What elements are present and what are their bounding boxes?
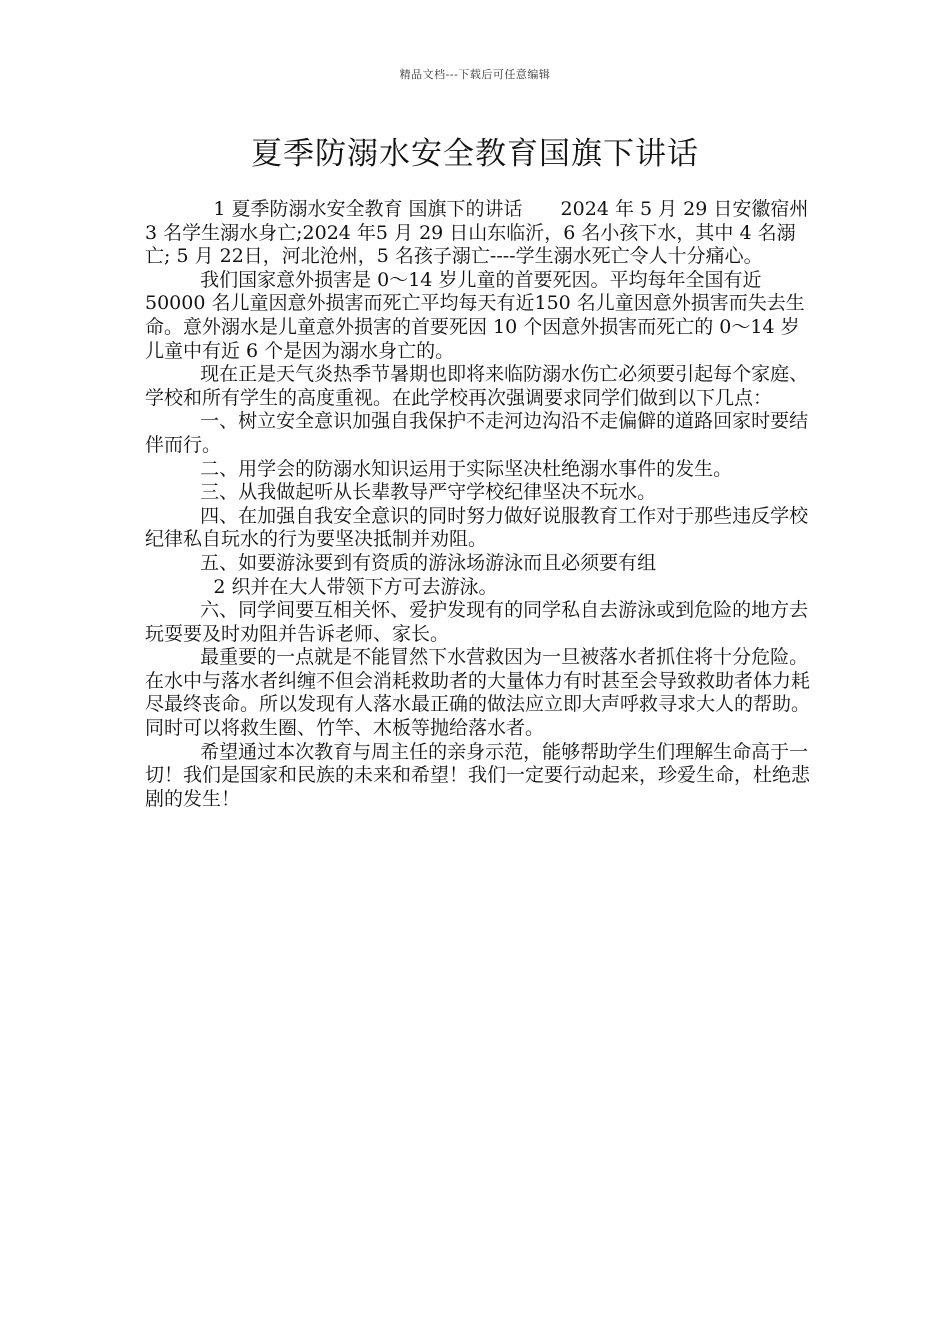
list-item: 六、同学间要互相关怀、爱护发现有的同学私自去游泳或到危险的地方去玩耍要及时劝阻并告诉老师、家长。 xyxy=(145,599,809,645)
paragraph-call-to-action: 现在正是天气炎热季节暑期也即将来临防溺水伤亡必须要引起每个家庭、学校和所有学生的高度重视。在此学校再次强调要求同学们做到以下几点： xyxy=(145,363,809,409)
list-item: 一、树立安全意识加强自我保护不走河边沟沿不走偏僻的道路回家时要结伴而行。 xyxy=(145,410,809,456)
list-item: 五、如要游泳要到有资质的游泳场游泳而且必须要有组 xyxy=(200,551,657,574)
page-title: 夏季防溺水安全教育国旗下讲话 xyxy=(251,136,699,172)
paragraph-rescue-advice: 最重要的一点就是不能冒然下水营救因为一旦被落水者抓住将十分危险。在水中与落水者纠缠不但会消耗救助者的大量体力有时甚至会导致救助者体力耗尽最终丧命。所以发现有人落水最正确的做法应立即大声呼救寻求大人的帮助。同时可以将救生圈、竹竿、木板等抛给落水者。 xyxy=(145,646,811,740)
list-item: 三、从我做起听从长辈教导严守学校纪律坚决不玩水。 xyxy=(200,481,657,504)
paragraph-closing: 希望通过本次教育与周主任的亲身示范，能够帮助学生们理解生命高于一切！我们是国家和民族的未来和希望！我们一定要行动起来，珍爱生命，杜绝悲剧的发生！ xyxy=(145,740,811,810)
list-item: 二、用学会的防溺水知识运用于实际坚决杜绝溺水事件的发生。 xyxy=(200,457,733,480)
paragraph-intro: 1 夏季防溺水安全教育 国旗下的讲话 2024 年 5 月 29 日安徽宿州 3 名学生溺水身亡;2024 年5 月 29 日山东临沂，6 名小孩下水，其中 4 名溺亡; 5 月 22日，河北沧州，5 名孩子溺亡----学生溺水死亡令人十分痛心。 xyxy=(145,198,809,268)
header-note: 精品文档---下载后可任意编辑 xyxy=(399,68,551,81)
document-body xyxy=(145,198,813,811)
list-item-continuation: 2 织并在大人带领下方可去游泳。 xyxy=(213,575,498,598)
paragraph-statistics: 我们国家意外损害是 0～14 岁儿童的首要死因。平均每年全国有近 50000 名儿童因意外损害而死亡平均每天有近150 名儿童因意外损害而失去生命。意外溺水是儿童意外损害的首要死因 10 个因意外损害而死亡的 0～14 岁儿童中有近 6 个是因为溺水身亡的。 xyxy=(145,268,805,362)
list-item: 四、在加强自我安全意识的同时努力做好说服教育工作对于那些违反学校纪律私自玩水的行为要坚决抵制并劝阻。 xyxy=(145,504,809,551)
